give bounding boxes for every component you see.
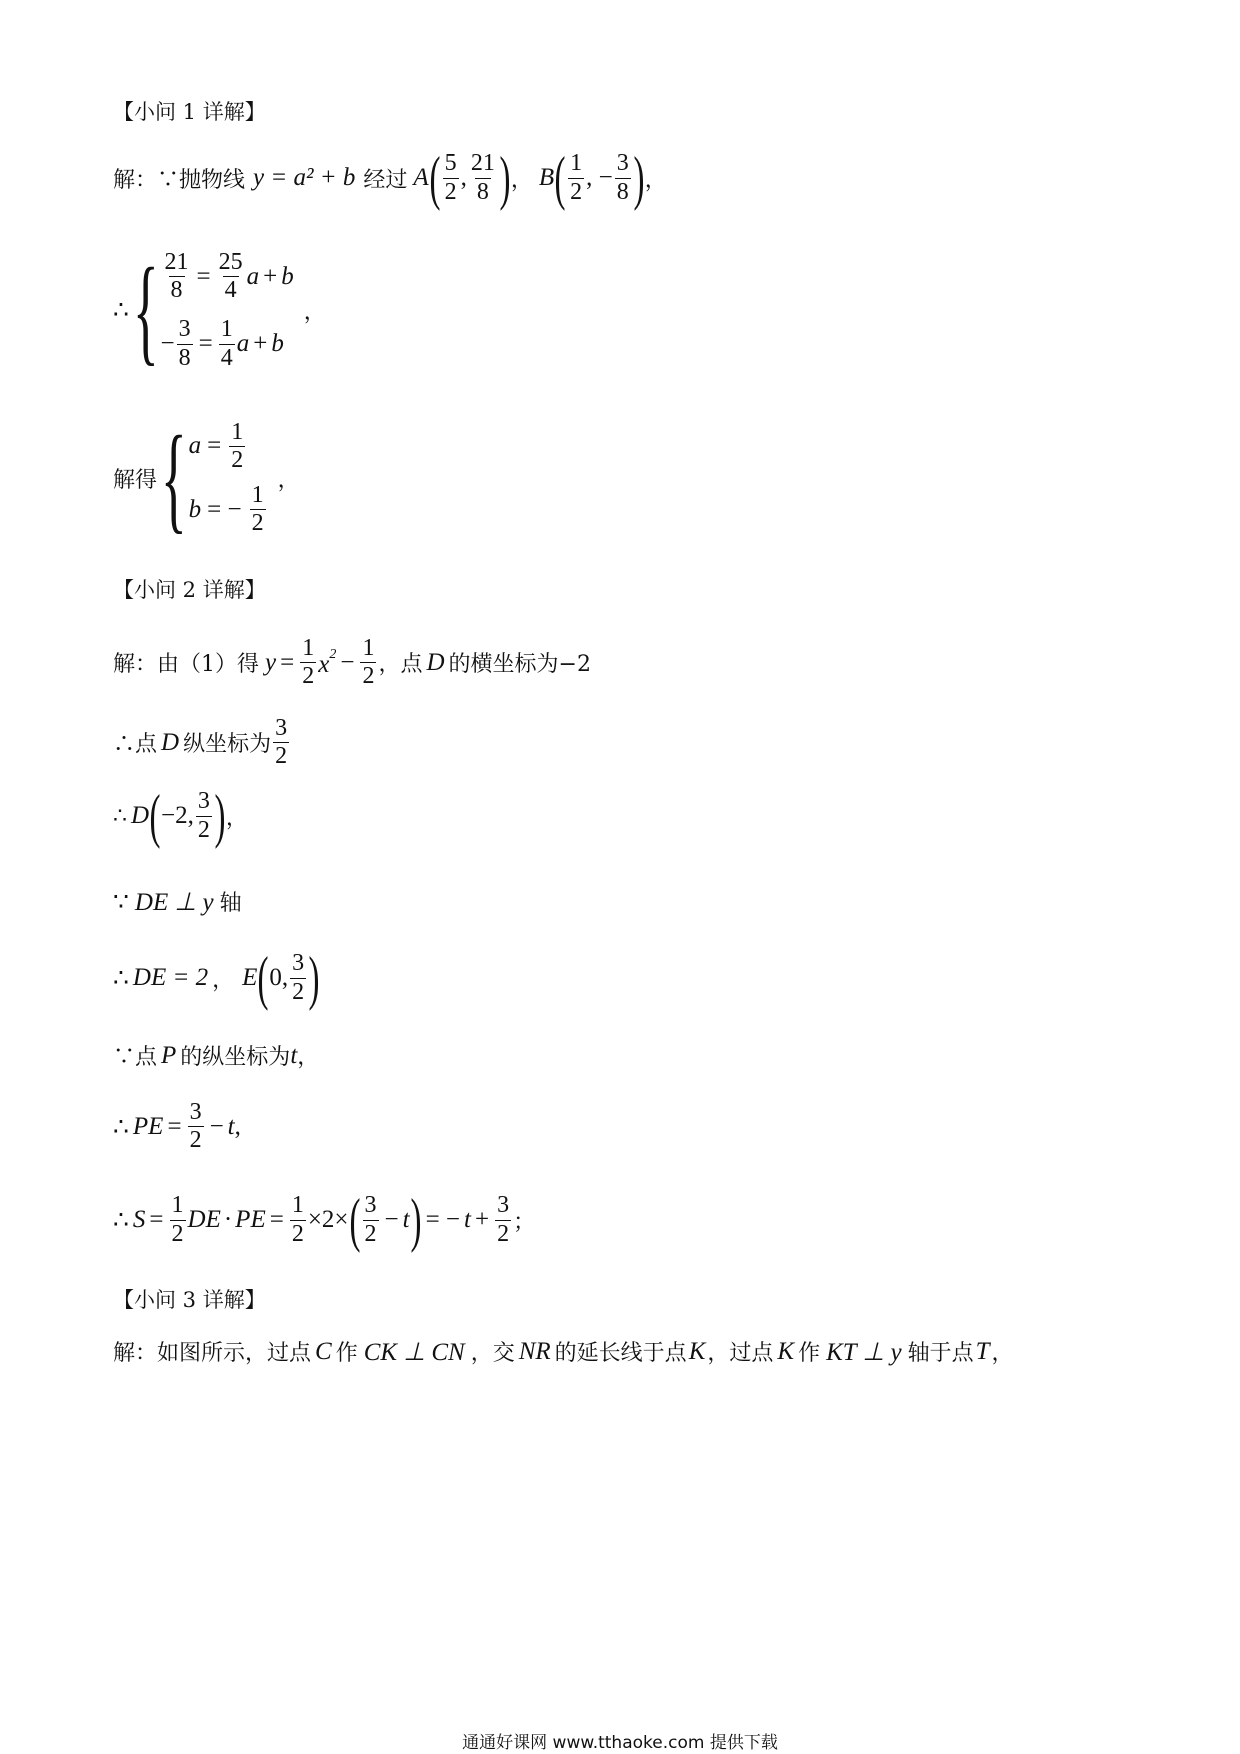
a-value: a = $\frac{1}{2}$ — [188, 418, 244, 473]
q2-l6-mid: 的纵坐标为 — [180, 1045, 291, 1070]
line-end: ， — [991, 1341, 1014, 1366]
q2-l1-end: 的横坐标为−2 — [448, 652, 591, 678]
q1-line1: 解：∵抛物线 y = a² + b 经过 A ( $\frac{5}{2}$ , $\frac{21}{8}$ ) ， B ( $\frac{1}{2}$ , − $\frac{3}{8}$ ) ， — [113, 145, 667, 211]
q1-l1-eq: y = a² + b — [253, 164, 356, 191]
q3-text-a: 解：如图所示，过点 — [113, 1341, 312, 1366]
therefore-symbol: ∴ — [113, 1113, 129, 1141]
therefore-symbol: ∴ — [113, 297, 129, 325]
q2-line7: ∴ PE = $\frac{3}{2}$ − t , — [113, 1099, 241, 1154]
solution-system — [189, 420, 268, 537]
q2-l1-mid: ，点 — [378, 652, 423, 678]
separator: ， — [510, 167, 533, 193]
kt-perp-y: KT ⊥ y — [826, 1338, 902, 1366]
b-x-fraction: $\frac{1}{2}$ — [570, 150, 583, 205]
right-paren: ) — [633, 145, 645, 211]
q2-line2: ∴点 D 纵坐标为 $\frac{3}{2}$ — [113, 715, 288, 770]
q3-text-b: 作 — [335, 1341, 358, 1366]
system-eq2: − $\frac{3}{8}$ = $\frac{1}{4}$ a + b — [160, 316, 284, 371]
left-paren: ( — [429, 145, 441, 211]
q2-l2-mid: 纵坐标为 — [183, 732, 272, 758]
line-end: ， — [303, 299, 326, 325]
q2-l2-prefix: ∴点 — [113, 732, 158, 758]
q3-heading: 【小问 3 详解】 — [113, 1288, 266, 1312]
axis-word: 轴 — [219, 891, 242, 916]
separator: ， — [212, 967, 235, 993]
right-paren: ) — [499, 145, 511, 211]
q2-l1-prefix: 解：由（1）得 — [113, 652, 259, 678]
q3-line1: 解：如图所示，过点 C 作 CK ⊥ CN ，交 NR 的延长线于点 K ，过点 K 作 KT ⊥ y 轴于点 T ， — [113, 1337, 1014, 1366]
equation-system — [161, 250, 294, 371]
b-value: b = − $\frac{1}{2}$ — [188, 482, 264, 537]
q1-system — [113, 243, 326, 377]
q2-line6: ∵点 P 的纵坐标为 t ， — [113, 1041, 320, 1070]
therefore-symbol: ∴ — [113, 965, 129, 992]
left-brace: { — [132, 243, 159, 377]
line-end: ， — [297, 1045, 320, 1070]
q1-solution — [113, 411, 300, 544]
point-b-label: B — [538, 164, 555, 191]
q3-text-g: 作 — [798, 1341, 821, 1366]
q3-text-e: 的延长线于点 — [554, 1341, 687, 1366]
de-length: DE = 2 — [132, 964, 209, 991]
because-symbol: ∵ — [113, 888, 129, 916]
system-eq1: $\frac{21}{8}$ = $\frac{25}{4}$ a + b — [164, 249, 294, 304]
therefore-symbol: ∴ — [113, 803, 127, 829]
q2-line8: ∴ S = $\frac{1}{2}$ DE · PE = $\frac{1}{2}$ ×2× ( $\frac{3}{2}$ − t ) = − t + $\frac{3}{2}$ ； — [113, 1187, 536, 1253]
point-a-label: A — [413, 164, 429, 191]
a-y-fraction: $\frac{21}{8}$ — [470, 150, 495, 205]
page-footer: 通通好课网 www.tthaoke.com 提供下载 — [462, 1733, 778, 1753]
a-x-fraction: $\frac{5}{2}$ — [444, 150, 457, 205]
left-brace: { — [160, 411, 187, 544]
q2-line3: ∴ D ( −2, $\frac{3}{2}$ ) ， — [113, 783, 248, 849]
q1-l1-prefix: 解：∵抛物线 — [113, 167, 246, 193]
left-paren: ( — [554, 145, 566, 211]
line-end: ， — [644, 167, 667, 193]
perpendicular-statement: DE ⊥ y — [134, 888, 214, 916]
line-end: ， — [277, 467, 300, 493]
b-y-fraction: $\frac{3}{8}$ — [616, 150, 629, 205]
q1-l1-pass: 经过 — [363, 167, 408, 193]
q2-line1: 解：由（1）得 y = $\frac{1}{2}$ $x^2$ − $\frac{1}{2}$ ，点 D 的横坐标为−2 — [113, 635, 591, 690]
q2-l6-prefix: ∵点 — [113, 1045, 158, 1070]
therefore-symbol: ∴ — [113, 1207, 129, 1234]
q2-line4 — [113, 886, 242, 917]
q2-line5: ∴ DE = 2 ， E ( 0, $\frac{3}{2}$ ) — [113, 945, 320, 1011]
q3-text-d: ，交 — [470, 1341, 515, 1366]
q1-heading: 【小问 1 详解】 — [113, 100, 266, 124]
q3-text-i: 轴于点 — [907, 1341, 974, 1366]
q2-heading: 【小问 2 详解】 — [113, 578, 266, 602]
solve-label: 解得 — [113, 467, 158, 493]
q3-text-f: ，过点 — [707, 1341, 774, 1366]
ck-perp-cn: CK ⊥ CN — [363, 1338, 465, 1366]
